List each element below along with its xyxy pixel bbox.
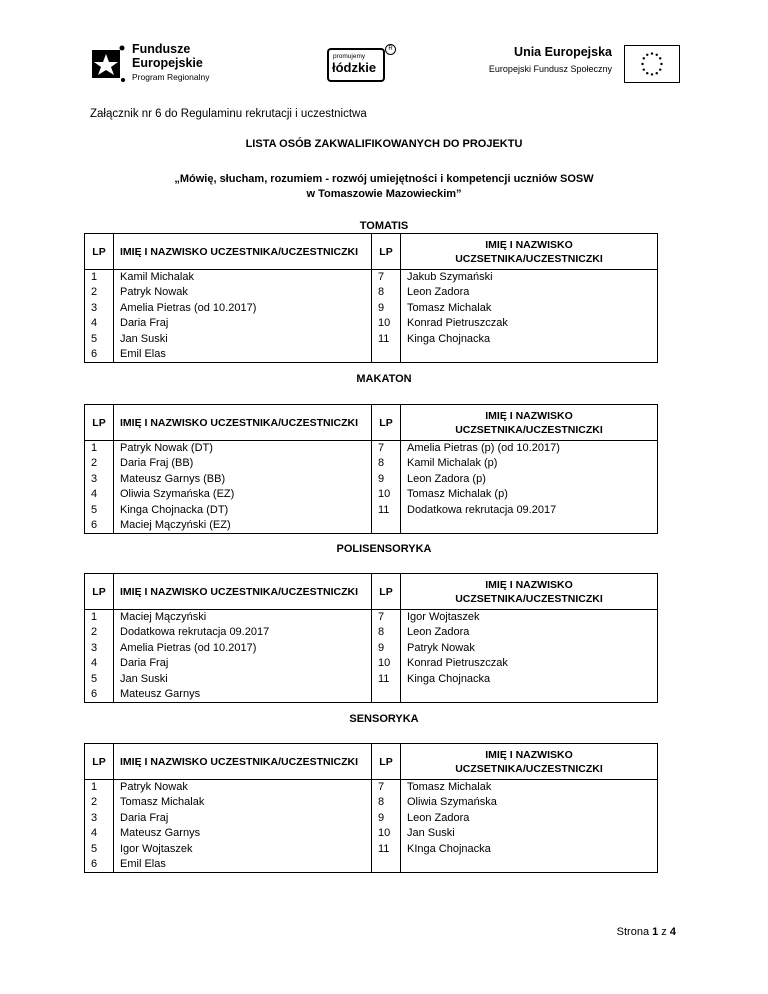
participant-name: Jan Suski bbox=[401, 826, 658, 842]
table-header-row bbox=[85, 405, 658, 441]
header-lp: LP bbox=[372, 744, 401, 780]
fundusze-line3: Program Regionalny bbox=[132, 72, 210, 82]
page-footer bbox=[617, 926, 676, 938]
participant-name: Oliwia Szymańska bbox=[401, 795, 658, 811]
row-number: 10 bbox=[372, 656, 401, 672]
row-number: 3 bbox=[85, 472, 114, 488]
fundusze-line1: Fundusze bbox=[132, 42, 191, 56]
row-number: 8 bbox=[372, 625, 401, 641]
table-header-row bbox=[85, 744, 658, 780]
section-title: SENSORYKA bbox=[349, 713, 419, 725]
participant-name bbox=[401, 347, 658, 363]
table-row bbox=[85, 347, 658, 363]
row-number: 11 bbox=[372, 842, 401, 858]
participant-name: Emil Elas bbox=[114, 857, 372, 873]
row-number: 2 bbox=[85, 456, 114, 472]
row-number: 6 bbox=[85, 518, 114, 534]
participant-name: Leon Zadora bbox=[401, 811, 658, 827]
row-number: 9 bbox=[372, 811, 401, 827]
participants-table bbox=[84, 573, 658, 703]
eu-funds-star-icon bbox=[92, 44, 126, 84]
row-number: 6 bbox=[85, 347, 114, 363]
table-row bbox=[85, 270, 658, 286]
footer-prefix: Strona bbox=[616, 926, 653, 938]
table-row bbox=[85, 316, 658, 332]
row-number: 6 bbox=[85, 857, 114, 873]
row-number bbox=[372, 347, 401, 363]
table-header-row bbox=[85, 574, 658, 610]
participant-name: Patryk Nowak bbox=[114, 285, 372, 301]
row-number: 1 bbox=[85, 441, 114, 457]
table-row bbox=[85, 487, 658, 503]
header-name: IMIĘ I NAZWISKO UCZESTNIKA/UCZESTNICZKI bbox=[114, 574, 372, 610]
row-number: 11 bbox=[372, 672, 401, 688]
row-number: 4 bbox=[85, 826, 114, 842]
row-number: 5 bbox=[85, 332, 114, 348]
header-lp: LP bbox=[85, 405, 114, 441]
participant-name bbox=[401, 518, 658, 534]
table-row bbox=[85, 472, 658, 488]
row-number: 5 bbox=[85, 842, 114, 858]
table-row bbox=[85, 625, 658, 641]
lodzkie-logo bbox=[327, 44, 395, 86]
participant-name: Kamil Michalak (p) bbox=[401, 456, 658, 472]
row-number bbox=[372, 687, 401, 703]
row-number: 10 bbox=[372, 826, 401, 842]
participant-name: Amelia Pietras (od 10.2017) bbox=[114, 301, 372, 317]
ue-line1: Unia Europejska bbox=[514, 45, 612, 59]
project-title-line1: „Mówię, słucham, rozumiem - rozwój umiejętności i kompetencji uczniów SOSW bbox=[174, 173, 594, 185]
row-number: 6 bbox=[85, 687, 114, 703]
lodzkie-big-text: łódzkie bbox=[332, 60, 377, 75]
section-title: MAKATON bbox=[356, 373, 412, 385]
row-number: 3 bbox=[85, 641, 114, 657]
participant-name: Maciej Mączyński (EZ) bbox=[114, 518, 372, 534]
participant-name: Maciej Mączyński bbox=[114, 610, 372, 626]
participant-name: Dodatkowa rekrutacja 09.2017 bbox=[401, 503, 658, 519]
participant-name: Leon Zadora bbox=[401, 625, 658, 641]
row-number: 3 bbox=[85, 301, 114, 317]
table-row bbox=[85, 826, 658, 842]
row-number: 7 bbox=[372, 610, 401, 626]
participant-name: Jakub Szymański bbox=[401, 270, 658, 286]
participant-name: Igor Wojtaszek bbox=[401, 610, 658, 626]
row-number: 9 bbox=[372, 301, 401, 317]
table-row bbox=[85, 456, 658, 472]
table-row bbox=[85, 301, 658, 317]
participant-name: Tomasz Michalak bbox=[401, 301, 658, 317]
row-number: 2 bbox=[85, 625, 114, 641]
eu-flag-icon bbox=[624, 45, 680, 83]
row-number: 8 bbox=[372, 285, 401, 301]
attachment-note: Załącznik nr 6 do Regulaminu rekrutacji i uczestnictwa bbox=[90, 108, 367, 120]
row-number: 3 bbox=[85, 811, 114, 827]
section-title: TOMATIS bbox=[359, 220, 409, 232]
table-row bbox=[85, 332, 658, 348]
row-number: 1 bbox=[85, 780, 114, 796]
table-header-row bbox=[85, 234, 658, 270]
participant-name: Daria Fraj (BB) bbox=[114, 456, 372, 472]
fundusze-line2: Europejskie bbox=[132, 56, 203, 70]
participant-name: Dodatkowa rekrutacja 09.2017 bbox=[114, 625, 372, 641]
table-row bbox=[85, 857, 658, 873]
fundusze-europejskie-logo bbox=[92, 42, 252, 88]
participant-name: Tomasz Michalak bbox=[114, 795, 372, 811]
participant-name bbox=[401, 687, 658, 703]
participant-name: Mateusz Garnys (BB) bbox=[114, 472, 372, 488]
participant-name: Konrad Pietruszczak bbox=[401, 316, 658, 332]
participants-table bbox=[84, 404, 658, 534]
participant-name: KInga Chojnacka bbox=[401, 842, 658, 858]
row-number: 2 bbox=[85, 285, 114, 301]
list-title: LISTA OSÓB ZAKWALIFIKOWANYCH DO PROJEKTU bbox=[245, 138, 523, 150]
participant-name: Daria Fraj bbox=[114, 656, 372, 672]
table-row bbox=[85, 687, 658, 703]
participant-name: Kinga Chojnacka (DT) bbox=[114, 503, 372, 519]
row-number: 5 bbox=[85, 503, 114, 519]
header-lp: LP bbox=[85, 574, 114, 610]
row-number: 8 bbox=[372, 795, 401, 811]
participant-name: Daria Fraj bbox=[114, 811, 372, 827]
header-lp: LP bbox=[372, 405, 401, 441]
project-title-line2: w Tomaszowie Mazowieckim” bbox=[306, 188, 462, 200]
row-number: 10 bbox=[372, 487, 401, 503]
participant-name: Leon Zadora (p) bbox=[401, 472, 658, 488]
footer-total: 4 bbox=[669, 926, 676, 938]
header-lp: LP bbox=[372, 234, 401, 270]
table-row bbox=[85, 672, 658, 688]
table-row bbox=[85, 641, 658, 657]
participant-name: Patryk Nowak (DT) bbox=[114, 441, 372, 457]
participant-name: Patryk Nowak bbox=[114, 780, 372, 796]
header-name: IMIĘ I NAZWISKO UCZESTNIKA/UCZESTNICZKI bbox=[114, 744, 372, 780]
table-row bbox=[85, 795, 658, 811]
participant-name: Tomasz Michalak (p) bbox=[401, 487, 658, 503]
participant-name: Konrad Pietruszczak bbox=[401, 656, 658, 672]
header-name: IMIĘ I NAZWISKO UCZESTNIKA/UCZESTNICZKI bbox=[114, 234, 372, 270]
participants-table bbox=[84, 233, 658, 363]
footer-sep: z bbox=[658, 926, 670, 938]
participant-name: Mateusz Garnys bbox=[114, 826, 372, 842]
header-logos bbox=[0, 40, 768, 90]
row-number bbox=[372, 857, 401, 873]
row-number: 4 bbox=[85, 316, 114, 332]
row-number: 4 bbox=[85, 487, 114, 503]
participant-name bbox=[401, 857, 658, 873]
participant-name: Patryk Nowak bbox=[401, 641, 658, 657]
participant-name: Leon Zadora bbox=[401, 285, 658, 301]
row-number: 8 bbox=[372, 456, 401, 472]
row-number: 7 bbox=[372, 270, 401, 286]
participant-name: Emil Elas bbox=[114, 347, 372, 363]
row-number: 2 bbox=[85, 795, 114, 811]
row-number: 9 bbox=[372, 641, 401, 657]
table-row bbox=[85, 610, 658, 626]
participant-name: Amelia Pietras (p) (od 10.2017) bbox=[401, 441, 658, 457]
table-row bbox=[85, 503, 658, 519]
row-number: 4 bbox=[85, 656, 114, 672]
header-name: IMIĘ I NAZWISKO UCZSETNIKA/UCZESTNICZKI bbox=[401, 744, 658, 780]
participant-name: Daria Fraj bbox=[114, 316, 372, 332]
participant-name: Igor Wojtaszek bbox=[114, 842, 372, 858]
participant-name: Tomasz Michalak bbox=[401, 780, 658, 796]
header-name: IMIĘ I NAZWISKO UCZSETNIKA/UCZESTNICZKI bbox=[401, 405, 658, 441]
row-number: 7 bbox=[372, 441, 401, 457]
table-row bbox=[85, 842, 658, 858]
row-number bbox=[372, 518, 401, 534]
table-row bbox=[85, 518, 658, 534]
table-row bbox=[85, 656, 658, 672]
participant-name: Kamil Michalak bbox=[114, 270, 372, 286]
table-row bbox=[85, 441, 658, 457]
participant-name: Kinga Chojnacka bbox=[401, 672, 658, 688]
registered-mark: R bbox=[385, 44, 396, 55]
row-number: 1 bbox=[85, 610, 114, 626]
header-name: IMIĘ I NAZWISKO UCZESTNIKA/UCZESTNICZKI bbox=[114, 405, 372, 441]
header-lp: LP bbox=[85, 234, 114, 270]
row-number: 1 bbox=[85, 270, 114, 286]
participant-name: Oliwia Szymańska (EZ) bbox=[114, 487, 372, 503]
ue-line2: Europejski Fundusz Społeczny bbox=[488, 64, 612, 74]
footer-page: 1 bbox=[652, 926, 659, 938]
header-lp: LP bbox=[85, 744, 114, 780]
table-row bbox=[85, 285, 658, 301]
participant-name: Mateusz Garnys bbox=[114, 687, 372, 703]
participant-name: Kinga Chojnacka bbox=[401, 332, 658, 348]
header-lp: LP bbox=[372, 574, 401, 610]
row-number: 7 bbox=[372, 780, 401, 796]
header-name: IMIĘ I NAZWISKO UCZSETNIKA/UCZESTNICZKI bbox=[401, 234, 658, 270]
header-name: IMIĘ I NAZWISKO UCZSETNIKA/UCZESTNICZKI bbox=[401, 574, 658, 610]
participant-name: Amelia Pietras (od 10.2017) bbox=[114, 641, 372, 657]
section-title: POLISENSORYKA bbox=[336, 543, 432, 555]
row-number: 11 bbox=[372, 503, 401, 519]
table-row bbox=[85, 780, 658, 796]
unia-europejska-logo bbox=[486, 44, 680, 86]
row-number: 10 bbox=[372, 316, 401, 332]
participants-table bbox=[84, 743, 658, 873]
table-row bbox=[85, 811, 658, 827]
row-number: 11 bbox=[372, 332, 401, 348]
participant-name: Jan Suski bbox=[114, 672, 372, 688]
lodzkie-small-text: promujemy bbox=[333, 53, 366, 60]
row-number: 5 bbox=[85, 672, 114, 688]
participant-name: Jan Suski bbox=[114, 332, 372, 348]
row-number: 9 bbox=[372, 472, 401, 488]
